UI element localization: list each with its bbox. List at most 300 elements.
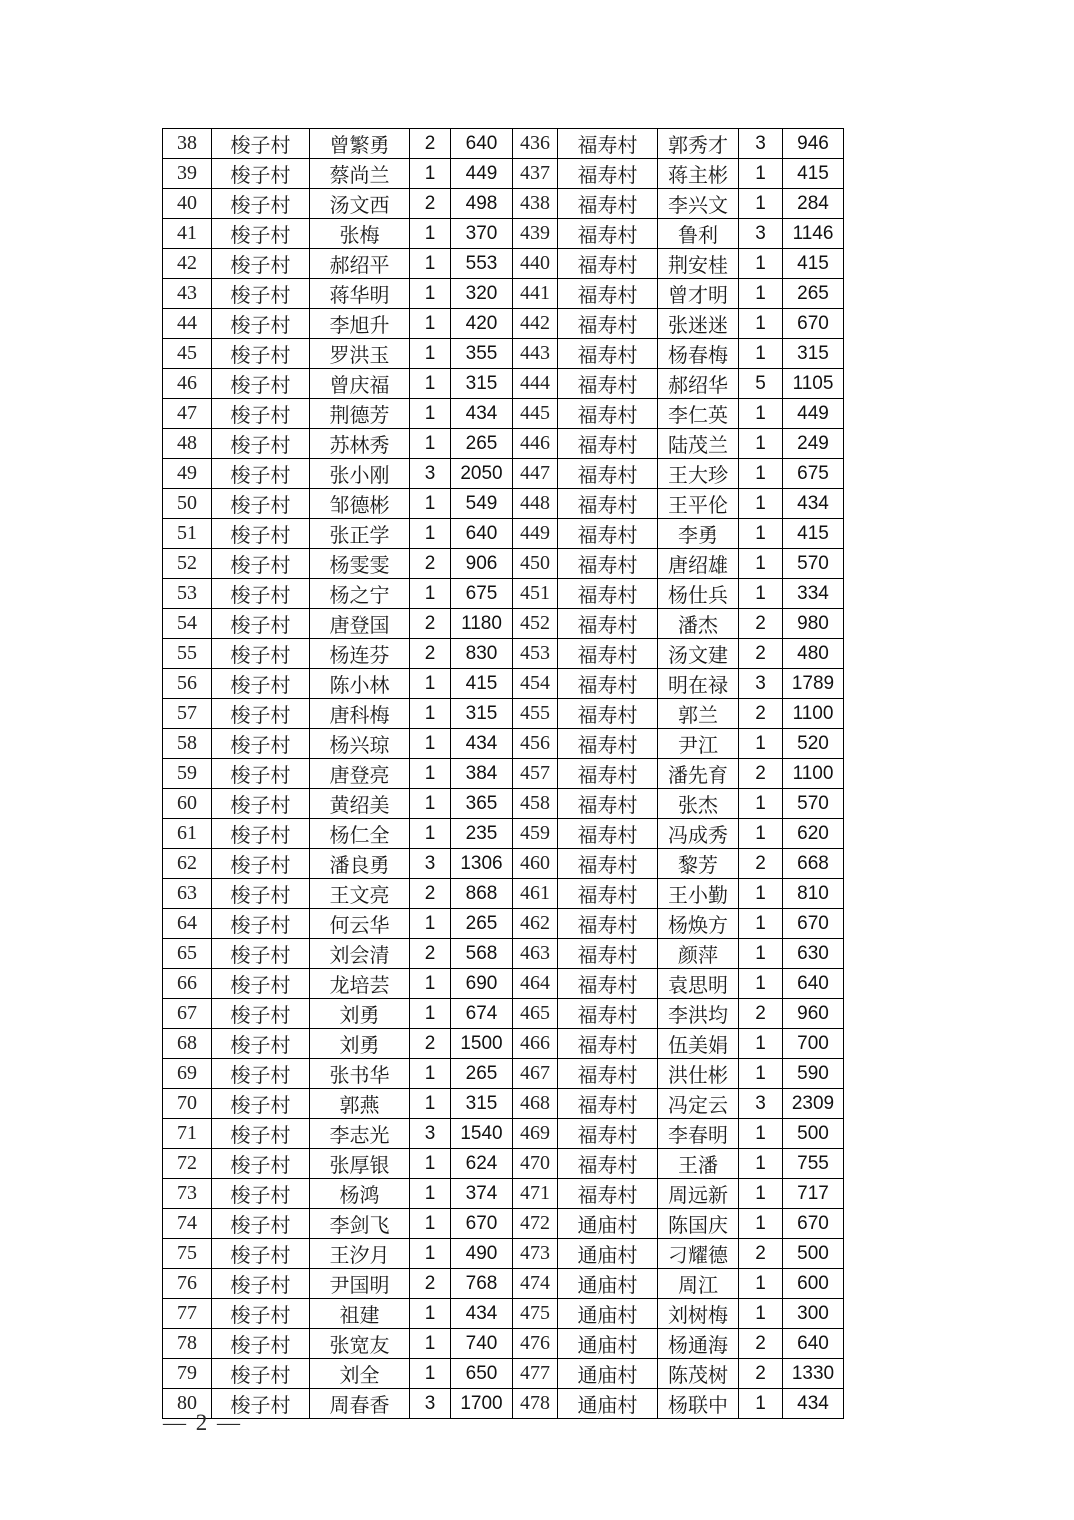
table-row [163,519,844,549]
cell-right-village: 福寿村 [558,369,658,399]
cell-right-count: 1 [739,1299,783,1329]
cell-right-count: 1 [739,909,783,939]
cell-right-person: 颜萍 [658,939,739,969]
cell-left-count: 1 [410,759,451,789]
cell-right-amount: 415 [783,249,844,279]
cell-right-person: 周江 [658,1269,739,1299]
cell-right-village: 福寿村 [558,969,658,999]
cell-right-village: 通庙村 [558,1239,658,1269]
cell-left-person: 曾庆福 [310,369,410,399]
cell-right-village: 福寿村 [558,519,658,549]
cell-left-count: 3 [410,849,451,879]
cell-left-village: 梭子村 [212,489,310,519]
cell-left-village: 梭子村 [212,1119,310,1149]
cell-left-count: 2 [410,189,451,219]
cell-left-no: 68 [163,1029,212,1059]
cell-left-amount: 549 [451,489,513,519]
table-row [163,729,844,759]
cell-right-count: 5 [739,369,783,399]
cell-right-village: 福寿村 [558,549,658,579]
cell-left-count: 1 [410,999,451,1029]
cell-left-village: 梭子村 [212,579,310,609]
cell-left-no: 60 [163,789,212,819]
cell-left-village: 梭子村 [212,939,310,969]
cell-right-count: 3 [739,219,783,249]
cell-right-person: 郭兰 [658,699,739,729]
cell-left-count: 2 [410,609,451,639]
cell-right-count: 2 [739,609,783,639]
cell-right-amount: 960 [783,999,844,1029]
cell-right-no: 446 [513,429,558,459]
table-row [163,189,844,219]
cell-left-count: 2 [410,549,451,579]
cell-left-no: 43 [163,279,212,309]
table-row [163,699,844,729]
cell-right-count: 1 [739,1059,783,1089]
cell-left-amount: 1700 [451,1389,513,1419]
cell-left-village: 梭子村 [212,999,310,1029]
cell-right-person: 周远新 [658,1179,739,1209]
cell-left-village: 梭子村 [212,609,310,639]
cell-left-amount: 315 [451,369,513,399]
cell-left-amount: 490 [451,1239,513,1269]
cell-right-village: 福寿村 [558,939,658,969]
cell-right-village: 通庙村 [558,1209,658,1239]
cell-left-person: 蔡尚兰 [310,159,410,189]
cell-left-count: 1 [410,249,451,279]
cell-right-amount: 500 [783,1239,844,1269]
cell-right-amount: 640 [783,1329,844,1359]
cell-right-amount: 249 [783,429,844,459]
cell-right-count: 1 [739,1269,783,1299]
cell-left-village: 梭子村 [212,819,310,849]
cell-right-person: 张迷迷 [658,309,739,339]
cell-right-person: 冯成秀 [658,819,739,849]
cell-left-amount: 415 [451,669,513,699]
cell-right-count: 1 [739,279,783,309]
cell-left-village: 梭子村 [212,189,310,219]
cell-left-amount: 265 [451,909,513,939]
cell-right-village: 福寿村 [558,759,658,789]
cell-right-amount: 2309 [783,1089,844,1119]
cell-right-count: 2 [739,849,783,879]
cell-right-no: 476 [513,1329,558,1359]
cell-left-person: 杨连芬 [310,639,410,669]
table-row [163,219,844,249]
cell-left-amount: 315 [451,1089,513,1119]
cell-right-amount: 315 [783,339,844,369]
table-row [163,1389,844,1419]
cell-left-amount: 670 [451,1209,513,1239]
cell-right-no: 454 [513,669,558,699]
cell-left-no: 53 [163,579,212,609]
cell-right-person: 潘先育 [658,759,739,789]
cell-right-count: 1 [739,1149,783,1179]
cell-right-amount: 675 [783,459,844,489]
cell-left-village: 梭子村 [212,1089,310,1119]
cell-left-count: 2 [410,639,451,669]
cell-left-village: 梭子村 [212,1029,310,1059]
cell-right-amount: 640 [783,969,844,999]
cell-right-count: 2 [739,639,783,669]
table-row [163,339,844,369]
cell-left-no: 40 [163,189,212,219]
cell-left-village: 梭子村 [212,669,310,699]
cell-right-village: 福寿村 [558,399,658,429]
cell-left-person: 张宽友 [310,1329,410,1359]
table-row [163,1209,844,1239]
cell-right-no: 449 [513,519,558,549]
cell-right-person: 王大珍 [658,459,739,489]
cell-right-village: 福寿村 [558,219,658,249]
table-row [163,1239,844,1269]
cell-left-count: 1 [410,1239,451,1269]
cell-left-no: 49 [163,459,212,489]
cell-right-no: 459 [513,819,558,849]
cell-left-amount: 449 [451,159,513,189]
cell-right-no: 477 [513,1359,558,1389]
cell-left-count: 2 [410,879,451,909]
cell-left-no: 78 [163,1329,212,1359]
table-row [163,429,844,459]
cell-right-village: 福寿村 [558,819,658,849]
cell-left-amount: 830 [451,639,513,669]
cell-right-amount: 434 [783,489,844,519]
table-row [163,849,844,879]
cell-right-no: 453 [513,639,558,669]
cell-left-count: 2 [410,1029,451,1059]
cell-left-village: 梭子村 [212,1299,310,1329]
cell-left-person: 刘勇 [310,999,410,1029]
cell-right-count: 1 [739,879,783,909]
cell-left-person: 王汐月 [310,1239,410,1269]
cell-left-no: 47 [163,399,212,429]
cell-left-person: 杨仁全 [310,819,410,849]
cell-left-count: 1 [410,429,451,459]
cell-left-count: 1 [410,399,451,429]
cell-left-no: 56 [163,669,212,699]
cell-right-count: 1 [739,939,783,969]
cell-left-amount: 1500 [451,1029,513,1059]
cell-right-village: 福寿村 [558,729,658,759]
cell-right-person: 伍美娟 [658,1029,739,1059]
cell-left-person: 郝绍平 [310,249,410,279]
cell-right-village: 通庙村 [558,1269,658,1299]
table-row [163,1119,844,1149]
cell-right-amount: 717 [783,1179,844,1209]
cell-right-amount: 1100 [783,699,844,729]
cell-left-no: 63 [163,879,212,909]
cell-right-person: 尹江 [658,729,739,759]
cell-right-village: 福寿村 [558,339,658,369]
cell-left-village: 梭子村 [212,369,310,399]
cell-left-person: 陈小林 [310,669,410,699]
table-row [163,639,844,669]
cell-left-no: 46 [163,369,212,399]
cell-left-person: 王文亮 [310,879,410,909]
cell-right-amount: 1330 [783,1359,844,1389]
cell-right-count: 3 [739,129,783,159]
cell-left-no: 73 [163,1179,212,1209]
cell-left-count: 1 [410,1059,451,1089]
cell-right-person: 李春明 [658,1119,739,1149]
cell-left-village: 梭子村 [212,759,310,789]
cell-right-amount: 1105 [783,369,844,399]
cell-left-person: 荆德芳 [310,399,410,429]
cell-right-no: 456 [513,729,558,759]
table-row [163,129,844,159]
cell-left-no: 59 [163,759,212,789]
table-row [163,939,844,969]
cell-right-no: 460 [513,849,558,879]
cell-right-no: 464 [513,969,558,999]
cell-right-amount: 434 [783,1389,844,1419]
cell-right-count: 1 [739,1029,783,1059]
cell-right-count: 1 [739,1389,783,1419]
cell-right-amount: 980 [783,609,844,639]
table-row [163,399,844,429]
cell-left-count: 1 [410,279,451,309]
cell-left-amount: 906 [451,549,513,579]
cell-right-no: 457 [513,759,558,789]
table-row [163,1089,844,1119]
cell-right-no: 452 [513,609,558,639]
cell-left-village: 梭子村 [212,1179,310,1209]
table-row [163,609,844,639]
cell-right-person: 陈茂树 [658,1359,739,1389]
cell-left-count: 1 [410,699,451,729]
cell-right-count: 1 [739,489,783,519]
cell-right-village: 福寿村 [558,429,658,459]
cell-right-amount: 670 [783,309,844,339]
cell-left-amount: 384 [451,759,513,789]
cell-left-person: 杨鸿 [310,1179,410,1209]
cell-left-no: 64 [163,909,212,939]
cell-left-no: 72 [163,1149,212,1179]
cell-right-no: 465 [513,999,558,1029]
cell-left-amount: 434 [451,399,513,429]
cell-right-no: 470 [513,1149,558,1179]
cell-left-village: 梭子村 [212,1209,310,1239]
cell-left-person: 苏林秀 [310,429,410,459]
cell-left-person: 潘良勇 [310,849,410,879]
cell-left-village: 梭子村 [212,849,310,879]
cell-left-person: 张梅 [310,219,410,249]
cell-left-amount: 690 [451,969,513,999]
cell-left-amount: 868 [451,879,513,909]
cell-left-amount: 265 [451,429,513,459]
cell-left-amount: 1306 [451,849,513,879]
cell-right-no: 469 [513,1119,558,1149]
cell-right-person: 陈国庆 [658,1209,739,1239]
cell-right-person: 刘树梅 [658,1299,739,1329]
cell-right-amount: 570 [783,549,844,579]
cell-left-count: 1 [410,309,451,339]
cell-right-person: 杨联中 [658,1389,739,1419]
cell-left-no: 41 [163,219,212,249]
cell-left-amount: 640 [451,129,513,159]
cell-right-person: 袁思明 [658,969,739,999]
cell-right-no: 447 [513,459,558,489]
cell-left-count: 1 [410,969,451,999]
cell-left-village: 梭子村 [212,159,310,189]
cell-left-person: 唐科梅 [310,699,410,729]
cell-left-village: 梭子村 [212,549,310,579]
cell-left-person: 张厚银 [310,1149,410,1179]
cell-left-amount: 1540 [451,1119,513,1149]
cell-right-village: 福寿村 [558,1089,658,1119]
cell-right-village: 福寿村 [558,1179,658,1209]
cell-right-count: 1 [739,969,783,999]
cell-left-amount: 1180 [451,609,513,639]
cell-right-amount: 810 [783,879,844,909]
cell-left-amount: 370 [451,219,513,249]
table-row [163,879,844,909]
cell-left-village: 梭子村 [212,1389,310,1419]
cell-right-count: 2 [739,1239,783,1269]
cell-left-count: 1 [410,669,451,699]
cell-left-count: 2 [410,939,451,969]
cell-left-village: 梭子村 [212,459,310,489]
cell-right-village: 福寿村 [558,1119,658,1149]
table-row [163,1269,844,1299]
cell-right-village: 福寿村 [558,789,658,819]
cell-right-amount: 1789 [783,669,844,699]
cell-left-count: 1 [410,1149,451,1179]
cell-left-amount: 640 [451,519,513,549]
cell-left-amount: 434 [451,1299,513,1329]
cell-right-village: 通庙村 [558,1299,658,1329]
cell-left-count: 1 [410,1089,451,1119]
cell-right-no: 448 [513,489,558,519]
cell-left-no: 58 [163,729,212,759]
cell-left-count: 1 [410,1299,451,1329]
cell-left-person: 蒋华明 [310,279,410,309]
cell-right-amount: 670 [783,1209,844,1239]
cell-right-count: 3 [739,1089,783,1119]
cell-right-amount: 1100 [783,759,844,789]
cell-right-person: 曾才明 [658,279,739,309]
cell-left-village: 梭子村 [212,909,310,939]
cell-left-no: 52 [163,549,212,579]
table-row [163,279,844,309]
cell-left-village: 梭子村 [212,699,310,729]
cell-left-person: 杨兴琼 [310,729,410,759]
cell-left-amount: 675 [451,579,513,609]
cell-right-amount: 668 [783,849,844,879]
cell-left-amount: 498 [451,189,513,219]
table-row [163,369,844,399]
cell-left-amount: 265 [451,1059,513,1089]
table-row [163,249,844,279]
cell-right-count: 1 [739,789,783,819]
cell-right-amount: 449 [783,399,844,429]
cell-left-person: 周春香 [310,1389,410,1419]
cell-right-count: 3 [739,669,783,699]
cell-right-person: 潘杰 [658,609,739,639]
cell-left-person: 尹国明 [310,1269,410,1299]
cell-left-no: 51 [163,519,212,549]
table-row [163,969,844,999]
table-row [163,579,844,609]
cell-left-no: 42 [163,249,212,279]
cell-left-count: 1 [410,579,451,609]
cell-right-amount: 265 [783,279,844,309]
cell-left-village: 梭子村 [212,879,310,909]
cell-right-no: 458 [513,789,558,819]
cell-left-person: 杨之宁 [310,579,410,609]
cell-right-count: 2 [739,759,783,789]
cell-right-count: 1 [739,309,783,339]
cell-right-amount: 480 [783,639,844,669]
table-row [163,759,844,789]
cell-left-amount: 2050 [451,459,513,489]
table-row [163,309,844,339]
cell-left-village: 梭子村 [212,789,310,819]
cell-left-no: 77 [163,1299,212,1329]
cell-left-person: 张书华 [310,1059,410,1089]
cell-left-person: 邹德彬 [310,489,410,519]
cell-right-count: 2 [739,1359,783,1389]
cell-right-village: 福寿村 [558,909,658,939]
cell-right-count: 1 [739,189,783,219]
cell-left-no: 74 [163,1209,212,1239]
cell-left-village: 梭子村 [212,1269,310,1299]
cell-right-count: 2 [739,999,783,1029]
cell-right-village: 福寿村 [558,309,658,339]
cell-left-count: 1 [410,369,451,399]
table-row [163,549,844,579]
cell-right-no: 462 [513,909,558,939]
cell-right-no: 440 [513,249,558,279]
cell-right-person: 李洪均 [658,999,739,1029]
cell-right-count: 1 [739,159,783,189]
cell-right-no: 475 [513,1299,558,1329]
cell-right-no: 463 [513,939,558,969]
cell-left-no: 70 [163,1089,212,1119]
cell-left-person: 祖建 [310,1299,410,1329]
cell-left-amount: 434 [451,729,513,759]
cell-right-amount: 670 [783,909,844,939]
cell-left-amount: 674 [451,999,513,1029]
cell-right-amount: 755 [783,1149,844,1179]
cell-right-amount: 946 [783,129,844,159]
cell-left-count: 1 [410,339,451,369]
cell-right-person: 杨通海 [658,1329,739,1359]
cell-left-no: 62 [163,849,212,879]
cell-left-no: 75 [163,1239,212,1269]
cell-right-village: 通庙村 [558,1359,658,1389]
table-body [163,129,844,1419]
cell-right-no: 467 [513,1059,558,1089]
subsidy-roster-table [162,128,844,1419]
cell-left-amount: 740 [451,1329,513,1359]
cell-right-amount: 334 [783,579,844,609]
cell-left-village: 梭子村 [212,1149,310,1179]
cell-right-count: 2 [739,1329,783,1359]
cell-left-count: 3 [410,459,451,489]
table-row [163,1029,844,1059]
cell-left-person: 杨雯雯 [310,549,410,579]
cell-left-count: 3 [410,1119,451,1149]
cell-left-no: 44 [163,309,212,339]
table-row [163,1299,844,1329]
cell-right-person: 李仁英 [658,399,739,429]
cell-left-count: 1 [410,1179,451,1209]
cell-left-no: 48 [163,429,212,459]
cell-right-person: 李兴文 [658,189,739,219]
cell-left-village: 梭子村 [212,1329,310,1359]
